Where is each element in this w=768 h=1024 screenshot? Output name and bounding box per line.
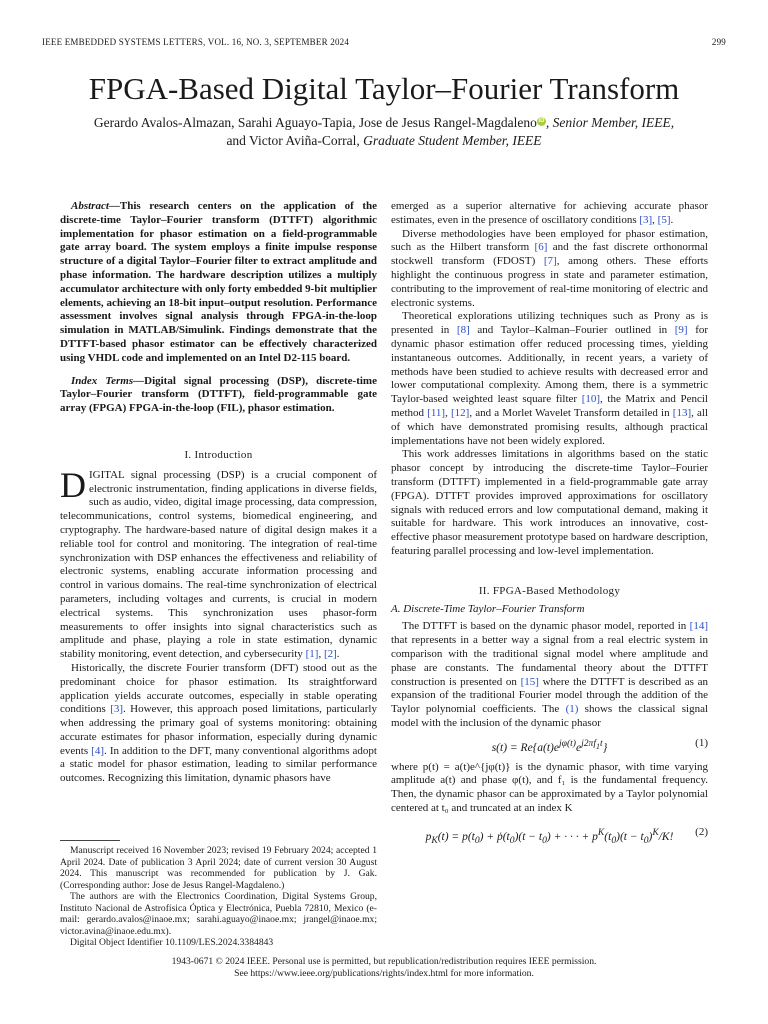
abstract bbox=[60, 200, 377, 366]
citation-link[interactable]: [5] bbox=[657, 213, 671, 226]
citation-link[interactable]: [6] bbox=[534, 241, 548, 254]
footnote bbox=[60, 845, 377, 949]
citation-link[interactable]: [10] bbox=[581, 393, 601, 406]
index-terms-text: Digital signal processing (DSP), discrete-time Taylor–Fourier transform (DTTFT), field-programmable gate array (FPGA) FPGA-in-the-loop (FIL), phasor estimation. bbox=[60, 374, 377, 415]
citation-link[interactable]: [2] bbox=[323, 648, 337, 661]
page-number: 299 bbox=[711, 37, 726, 47]
copyright-line-2[interactable]: See https://www.ieee.org/publications/rights/index.html for more information. bbox=[234, 967, 534, 979]
citation-link[interactable]: [4] bbox=[91, 744, 104, 757]
citation-link[interactable]: [9] bbox=[674, 324, 688, 337]
right-paragraph-1: Diverse methodologies have been employed for phasor estimation, such as the Hilbert transform [6] and the fast discrete orthonormal stockwell transform (FDOST) [7], among others. These efforts highlight the continuous progress in state and parameter estimation, contributing to the improvement of real-time monitoring of electric and electronic systems. bbox=[391, 227, 708, 309]
citation-link[interactable]: [11] bbox=[427, 406, 446, 419]
citation-link[interactable]: [8] bbox=[456, 324, 470, 337]
section-heading-methodology: II. FPGA-Based Methodology bbox=[478, 584, 621, 597]
drop-cap: D bbox=[60, 464, 86, 505]
intro-paragraph-1: DIGITAL signal processing (DSP) is a crucial component of electronic instrumentation, finding applications in diverse fields, such as audio, video, digital image processing, data compression, telecommunications, control systems, biomedical engineering, and cryptography. The hardware-based nature of digital design makes it a reliable tool for control and monitoring. The integration of real-time synchronization with DSP enhances the effectiveness and reliability of electronic systems, enabling accurate information processing and control in various domains. The real-time synchronization of electrical parameters, including voltages and currents, is crucial in modern electrical systems. This synchronization uses phasor-form measurements to offer insights into signal characteristics such as amplitude and phase, playing a role in state estimation, dynamic stability monitoring, event detection, and cybersecurity [1], [2]. bbox=[60, 464, 377, 661]
right-paragraph-0: emerged as a superior alternative for achieving accurate phasor estimates, even in the presence of oscillatory conditions [3], [5]. bbox=[391, 200, 708, 226]
equation-1-body: $s(t) = Re\{a(t)e^{j\varphi(t)}e^{j2\pi f_1t}\}$ bbox=[491, 737, 608, 754]
footnote-manuscript: Manuscript received 16 November 2023; revised 19 February 2024; accepted 1 April 2024. Date of publication 3 April 2024; date of current version 30 August 2024. This manuscript was recommended for publication by J. Gak. (Corresponding author: Jose de Jesus Rangel-Magdaleno.) bbox=[60, 845, 377, 891]
authors-line1: Gerardo Avalos-Almazan, Sarahi Aguayo-Tapia, Jose de Jesus Rangel-Magdaleno bbox=[93, 115, 537, 130]
left-column bbox=[60, 200, 377, 786]
citation-link[interactable]: [12] bbox=[450, 406, 470, 419]
citation-link[interactable]: [15] bbox=[520, 675, 539, 688]
equation-2 bbox=[391, 816, 708, 850]
citation-link[interactable]: [1] bbox=[305, 648, 319, 661]
citation-link[interactable]: [7] bbox=[543, 255, 557, 268]
footnote-rule bbox=[60, 840, 120, 841]
paper-title: FPGA-Based Digital Taylor–Fourier Transform bbox=[88, 71, 680, 106]
equation-1 bbox=[391, 731, 708, 761]
intro-paragraph-2: Historically, the discrete Fourier transform (DFT) stood out as the predominant choice for phasor estimation. Its straightforward application yields accurate outcomes, especially in stable operating conditions [3]. However, this approach posed limitations, particularly when addressing the primary goal of systems monitoring: obtaining accurate estimates for phasor information, especially during dynamic events [4]. In addition to the DFT, many conventional algorithms adopt a static model for phasor estimation, leading to similar performance outcomes. Recognizing this limitation, dynamic phasors have bbox=[60, 661, 377, 785]
copyright-line-1: 1943-0671 © 2024 IEEE. Personal use is permitted, but republication/redistribution requires IEEE permission. bbox=[171, 956, 597, 967]
equation-1-number: (1) bbox=[695, 736, 708, 749]
authors-line1-suffix: , Senior Member, IEEE, bbox=[545, 115, 675, 130]
right-column bbox=[391, 200, 708, 850]
right-paragraph-3: This work addresses limitations in algorithms based on the static phasor concept by introducing the discrete-time Taylor–Fourier transform (DTTFT) implemented in a field-programmable gate array (FPGA). DTTFT provides improved approximations for oscillatory signals with reduced errors and low computational demand, making it suitable for hardware. This work introduces an innovative, cost-effective phasor measurement prototype based on hardware description, featuring parallel processing and low-level implementation. bbox=[391, 448, 708, 557]
authors-line2-suffix: Graduate Student Member, IEEE bbox=[363, 133, 542, 148]
footnote-affiliation: The authors are with the Electronics Coordination, Digital Systems Group, Instituto Nacional de Astrofísica Óptica y Electrónica, Puebla 72810, Mexico (e-mail: gerardo.avalos@inaoe.mx; sarahi.aguayo@inaoe.mx; jrangel@inaoe.mx; victor.avina@inaoe.edu.mx). bbox=[60, 891, 377, 937]
abstract-label: Abstract— bbox=[71, 200, 120, 212]
citation-link[interactable]: [3] bbox=[110, 703, 124, 716]
right-paragraph-5: where p(t) = a(t)e^{jφ(t)} is the dynamic phasor, with time varying amplitude a(t) and phase φ(t), and f₁ is the fundamental frequency. Then, the dynamic phasor can be approximated by a Taylor polynomial centered at t₀ and truncated at an index K bbox=[391, 760, 708, 815]
citation-link[interactable]: [13] bbox=[672, 406, 692, 419]
citation-link[interactable]: [14] bbox=[689, 620, 708, 633]
index-terms-label: Index Terms— bbox=[71, 374, 145, 387]
equation-2-body: $p_K(t) = p(t_0)$ + $ṗ(t_0)(t - t_0)$ + · · · + $p^K(t_0)(t - t_0)^K/K$! bbox=[425, 826, 674, 846]
index-terms bbox=[60, 375, 377, 416]
abstract-text: This research centers on the application of the discrete-time Taylor–Fourier transform (DTTFT) algorithmic implementation for phasor estimation on a field-programmable gate array board. The system employs a finite impulse response structure of a digital Taylor–Fourier filter to extract amplitude and phase information. The hardware description utilizes a multiply accumulator architecture with only forty embedded 9-bit multiplier elements, achieving an 18-bit input–output resolution. Performance assessment involves signal analysis through FPGA-in-the-loop simulation in MATLAB/Simulink. Findings demonstrate that the DTTFT-based phasor estimator can be effectively characterized using VHDL code and implemented on an Intel D2-115 board. bbox=[60, 200, 377, 364]
journal-header: IEEE EMBEDDED SYSTEMS LETTERS, VOL. 16, NO. 3, SEPTEMBER 2024 bbox=[42, 37, 350, 47]
subsection-heading-dttft: A. Discrete-Time Taylor–Fourier Transform bbox=[391, 602, 585, 615]
authors-line2: and Victor Aviña-Corral, bbox=[226, 133, 364, 148]
footnote-doi: Digital Object Identifier 10.1109/LES.2024.3384843 bbox=[70, 937, 274, 948]
copyright-notice bbox=[0, 956, 768, 979]
citation-link[interactable]: [3] bbox=[639, 213, 653, 226]
section-heading-introduction: I. Introduction bbox=[184, 448, 253, 461]
equation-2-number: (2) bbox=[695, 825, 708, 838]
orcid-icon[interactable]: iD bbox=[538, 117, 545, 124]
equation-reference[interactable]: (1) bbox=[565, 703, 579, 716]
right-paragraph-2: Theoretical explorations utilizing techniques such as Prony as is presented in [8] and Taylor–Kalman–Fourier outlined in [9] for dynamic phasor estimation offer reduced processing times, yielding instantaneous outcomes. Additionally, in recent years, a variety of methods have been studied to achieve results with decreased error and lower computational complexity. Among them, there is a symmetric Taylor-based weighted least square filter [10], the Matrix and Pencil method [11], [12], and a Morlet Wavelet Transform detailed in [13], all of which have demonstrated promising results, although practical implementations have not been widely explored. bbox=[391, 310, 709, 447]
author-list bbox=[40, 114, 728, 150]
right-paragraph-4: The DTTFT is based on the dynamic phasor model, reported in [14] that represents in a better way a signal from a real electric system in comparison with the traditional signal model where amplitude and phase are constants. The fundamental theory about the DTTFT construction is presented on [15] where the DTTFT is described as an expansion of the traditional Fourier model through the addition of the Taylor polynomial coefficients. The (1) shows the classical signal model with the inclusion of the dynamic phasor bbox=[391, 620, 709, 729]
